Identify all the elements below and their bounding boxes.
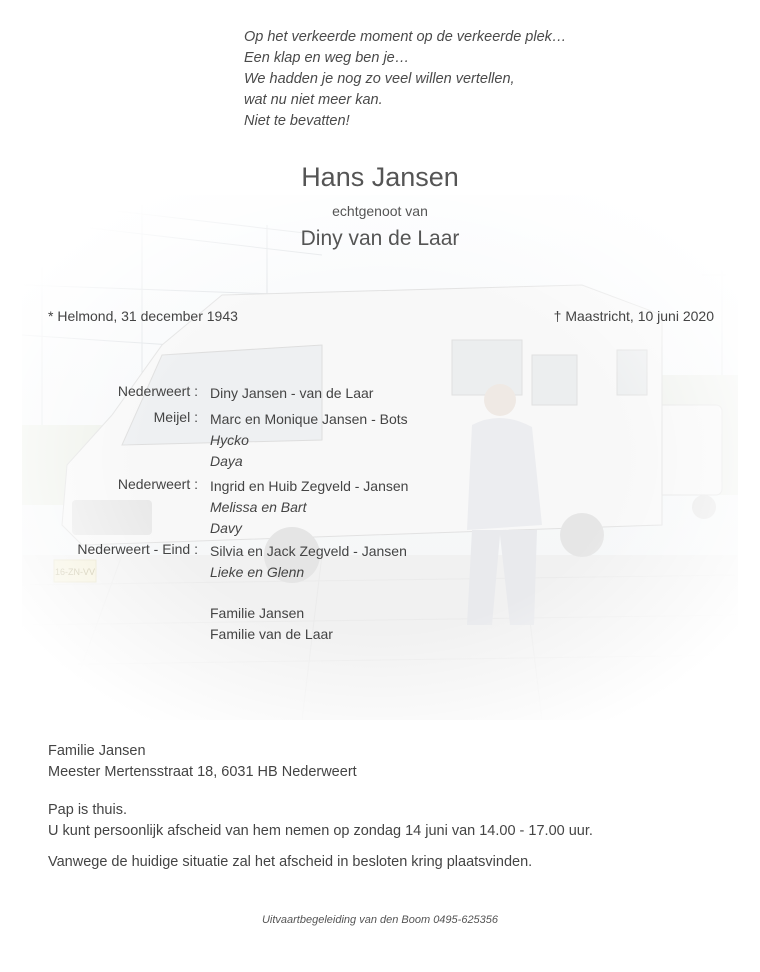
family-location: Nederweert :	[117, 383, 198, 399]
contact-block	[48, 741, 357, 783]
spouse-name: Diny van de Laar	[300, 227, 460, 250]
message-line: Pap is thuis.	[48, 802, 127, 818]
message-line: Vanwege de huidige situatie zal het afscheid in besloten kring plaatsvinden.	[48, 854, 533, 870]
family-names: Ingrid en Huib Zegveld - Jansen	[210, 478, 409, 494]
family-names: Silvia en Jack Zegveld - Jansen	[210, 543, 407, 559]
deceased-name: Hans Jansen	[301, 162, 459, 192]
message-line: U kunt persoonlijk afscheid van hem nemen op zondag 14 juni van 14.00 - 17.00 uur.	[48, 823, 593, 839]
poem-line: wat nu niet meer kan.	[244, 92, 383, 108]
relation-label: echtgenoot van	[332, 203, 428, 219]
grandchild-names: Davy	[210, 520, 242, 536]
grandchild-names: Hycko	[210, 432, 249, 448]
family-names: Diny Jansen - van de Laar	[210, 385, 374, 401]
family-names: Familie van de Laar	[210, 626, 333, 642]
poem	[244, 27, 566, 132]
visitation-message	[48, 800, 593, 842]
grandchild-names: Daya	[210, 453, 243, 469]
family-location: Nederweert - Eind :	[77, 541, 198, 557]
family-location: Nederweert :	[117, 476, 198, 492]
footer-undertaker: Uitvaartbegeleiding van den Boom 0495-625356	[261, 914, 499, 926]
contact-address: Meester Mertensstraat 18, 6031 HB Nederweert	[48, 764, 357, 780]
contact-name: Familie Jansen	[48, 743, 146, 759]
poem-line: Een klap en weg ben je…	[244, 50, 410, 66]
family-names: Familie Jansen	[210, 605, 305, 621]
family-location: Meijel :	[153, 409, 198, 425]
death-date: † Maastricht, 10 juni 2020	[553, 308, 714, 324]
poem-line: Niet te bevatten!	[244, 113, 350, 129]
poem-line: We hadden je nog zo veel willen vertellen,	[244, 71, 515, 87]
birth-date: * Helmond, 31 december 1943	[48, 308, 238, 324]
grandchild-names: Melissa en Bart	[210, 499, 307, 515]
poem-line: Op het verkeerde moment op de verkeerde plek…	[244, 29, 567, 45]
grandchild-names: Lieke en Glenn	[210, 564, 305, 580]
family-names: Marc en Monique Jansen - Bots	[210, 411, 408, 427]
